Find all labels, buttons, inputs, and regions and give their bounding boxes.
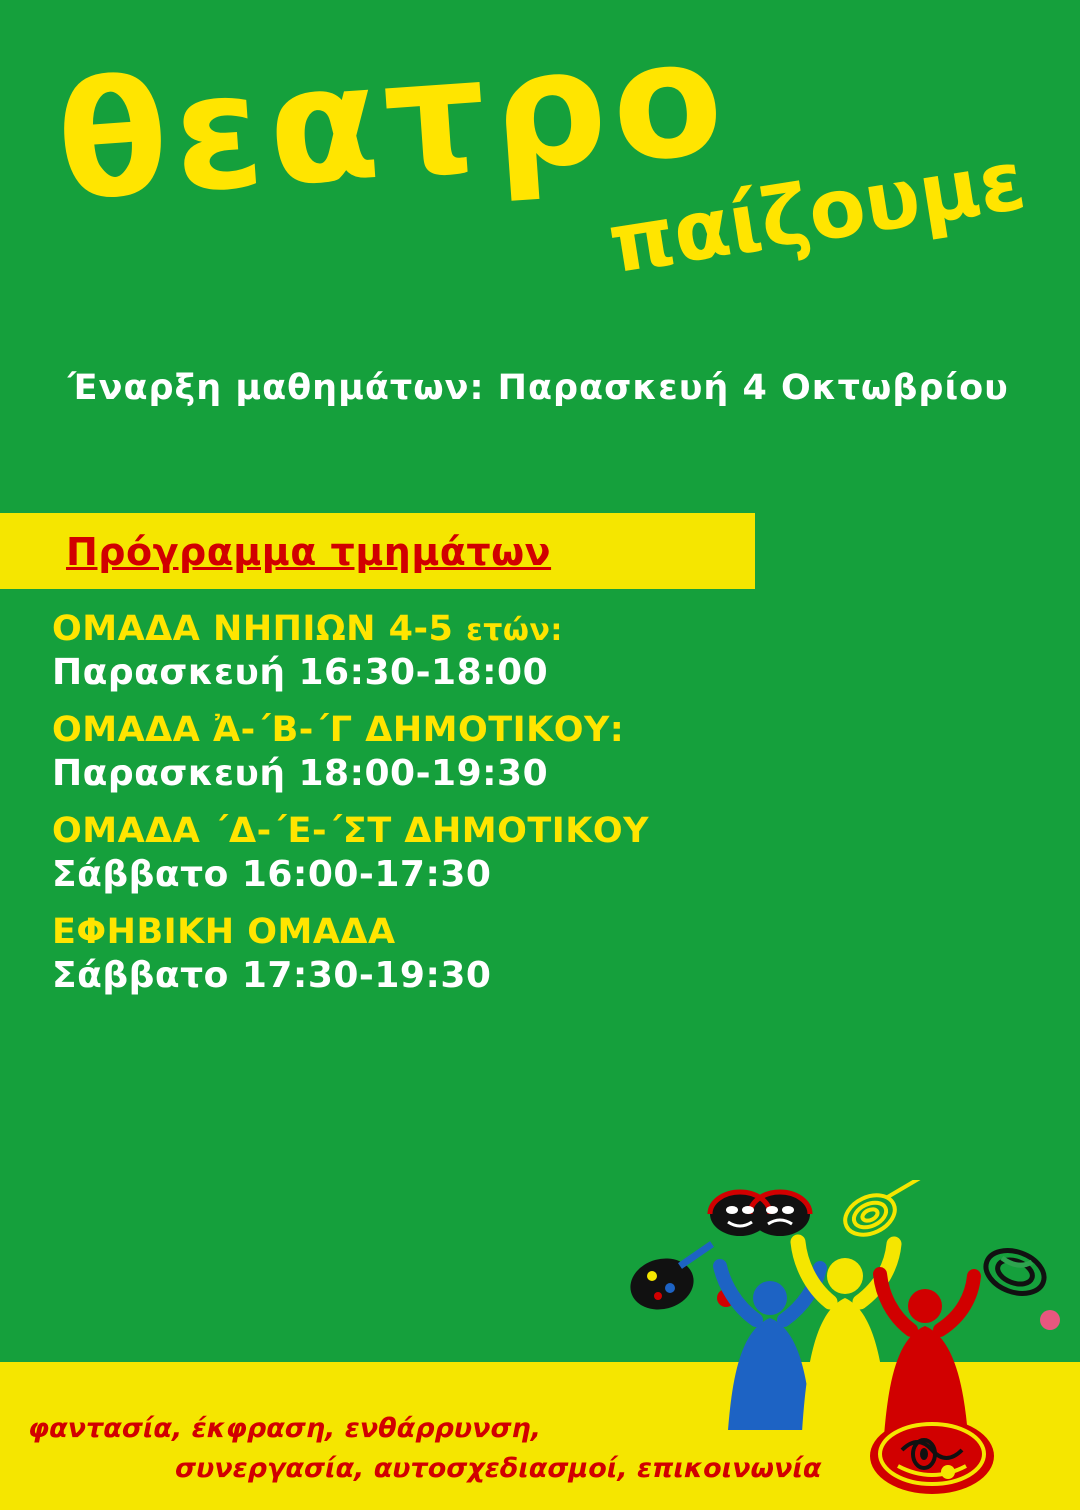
schedule-group-label <box>52 811 1052 851</box>
schedule-group-time: Σάββατο 17:30-19:30 <box>52 955 492 996</box>
program-heading-text: Πρόγραμμα τμημάτων <box>66 530 552 574</box>
schedule-group-name: ΕΦΗΒΙΚΗ ΟΜΑΔΑ <box>52 912 396 952</box>
title-sub-text: παίζουμε <box>602 132 1032 293</box>
swirl-icon <box>980 1243 1050 1301</box>
schedule-group-time: Παρασκευή 18:00-19:30 <box>52 753 549 794</box>
organization-logo <box>862 1410 1002 1502</box>
schedule-group-time: Παρασκευή 16:30-18:00 <box>52 652 549 693</box>
mask-icon <box>710 1192 810 1236</box>
schedule-group-label <box>52 710 1052 750</box>
program-heading-banner <box>0 513 755 589</box>
schedule-group-name: ΟΜΑΔΑ ΝΗΠΙΩΝ 4-5 <box>52 609 467 649</box>
palette-icon <box>625 1244 712 1316</box>
schedule-list <box>52 609 1052 1016</box>
tagline-line-2: συνεργασία, αυτοσχεδιασμοί, επικοινωνία <box>175 1452 822 1484</box>
poster-title <box>0 3 1080 310</box>
schedule-group-suffix: ετών: <box>466 613 563 648</box>
dot-decoration <box>1040 1310 1060 1330</box>
tagline-line-1: φαντασία, έκφραση, ενθάρρυνση, <box>28 1412 542 1444</box>
schedule-group-name: ΟΜΑΔΑ ΄Δ-΄Ε-΄ΣΤ ΔΗΜΟΤΙΚΟΥ <box>52 811 649 851</box>
schedule-group-time: Σάββατο 16:00-17:30 <box>52 854 492 895</box>
spiral-icon <box>839 1180 920 1242</box>
title-main-text: θεατρο <box>51 3 735 237</box>
schedule-group-name: ΟΜΑΔΑ Ἀ-΄Β-΄Γ ΔΗΜΟΤΙΚΟΥ: <box>52 710 625 750</box>
schedule-group-label <box>52 609 1052 649</box>
schedule-group-label <box>52 912 1052 952</box>
start-date-line: Έναρξη μαθημάτων: Παρασκευή 4 Οκτωβρίου <box>68 368 1009 408</box>
